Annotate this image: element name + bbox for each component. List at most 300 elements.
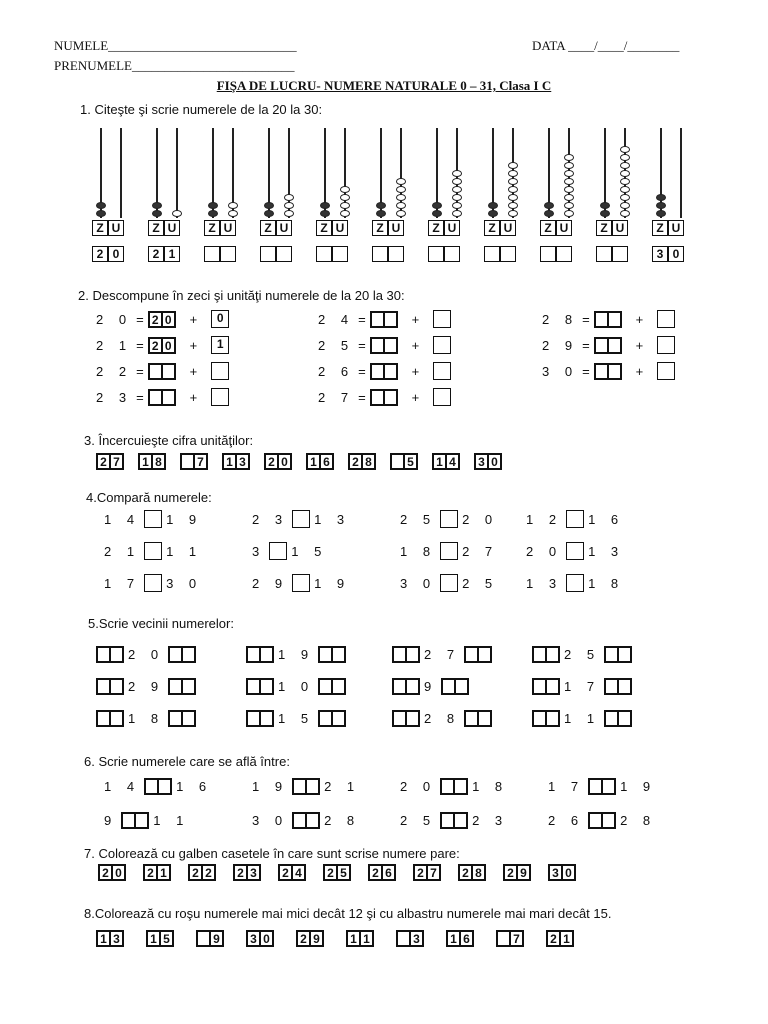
equals-sign: = xyxy=(358,389,366,405)
digit-box[interactable] xyxy=(406,711,419,726)
between-box xyxy=(588,778,616,795)
number-label: 2 5 xyxy=(462,575,499,591)
digit-box[interactable]: 3 xyxy=(110,931,123,946)
neighbour-box xyxy=(532,710,560,727)
units-bead xyxy=(620,210,630,217)
plus-sign: + xyxy=(189,363,198,379)
answer-digit[interactable] xyxy=(484,246,500,262)
decompose-item xyxy=(96,336,229,354)
digit-box[interactable]: 1 xyxy=(347,931,360,946)
neighbour-box xyxy=(441,678,469,695)
digit-box[interactable] xyxy=(122,813,135,828)
digit-box[interactable] xyxy=(162,364,175,379)
digit-box[interactable]: 5 xyxy=(160,931,173,946)
digit-box[interactable] xyxy=(260,711,273,726)
digit-box[interactable] xyxy=(533,711,546,726)
neighbour-item xyxy=(532,678,632,695)
digit-box[interactable]: 1 xyxy=(139,454,152,469)
digit-box[interactable] xyxy=(169,679,182,694)
digit-box[interactable] xyxy=(182,679,195,694)
answer-digit[interactable] xyxy=(540,246,556,262)
compare-box[interactable] xyxy=(292,574,310,592)
decompose-item xyxy=(96,310,229,328)
compare-box[interactable] xyxy=(566,510,584,528)
digit-box[interactable]: 6 xyxy=(320,454,333,469)
compare-item xyxy=(104,510,202,528)
digit-box[interactable] xyxy=(602,779,615,794)
tens-bead xyxy=(152,202,162,209)
digit-box[interactable] xyxy=(478,647,491,662)
answer-digit[interactable]: 2 xyxy=(92,246,108,262)
digit-box[interactable] xyxy=(332,711,345,726)
compare-box[interactable] xyxy=(440,510,458,528)
zu-letter: Z xyxy=(540,220,556,236)
digit-box[interactable]: 0 xyxy=(278,454,291,469)
zu-letter: U xyxy=(108,220,124,236)
digit-box[interactable] xyxy=(589,779,602,794)
tens-bead xyxy=(488,210,498,217)
two-digit-box xyxy=(188,864,216,881)
digit-box[interactable] xyxy=(260,647,273,662)
digit-box[interactable] xyxy=(546,711,559,726)
digit-box[interactable] xyxy=(465,647,478,662)
tens-bead xyxy=(376,210,386,217)
digit-box[interactable] xyxy=(97,679,110,694)
two-digit-box xyxy=(396,930,424,947)
number-label: 1 0 xyxy=(278,679,315,694)
digit-box[interactable]: 2 xyxy=(324,865,337,880)
digit-box[interactable] xyxy=(145,779,158,794)
digit-box[interactable] xyxy=(406,679,419,694)
answer-digit[interactable] xyxy=(556,246,572,262)
digit-box[interactable] xyxy=(97,647,110,662)
answer-digit[interactable] xyxy=(500,246,516,262)
digit-box[interactable] xyxy=(182,711,195,726)
units-bead xyxy=(620,154,630,161)
digit-box[interactable]: 3 xyxy=(247,931,260,946)
answer-digit[interactable]: 3 xyxy=(652,246,668,262)
digit-box[interactable]: 6 xyxy=(382,865,395,880)
number-label: 3 0 xyxy=(542,363,579,379)
digit-box[interactable] xyxy=(97,711,110,726)
digit-box[interactable] xyxy=(162,390,175,405)
compare-box[interactable] xyxy=(566,574,584,592)
zu-label xyxy=(372,220,404,236)
answer-digit[interactable] xyxy=(332,246,348,262)
digit-box[interactable] xyxy=(657,362,675,380)
zu-letter: Z xyxy=(652,220,668,236)
digit-box[interactable] xyxy=(371,312,384,327)
digit-box[interactable]: 3 xyxy=(247,865,260,880)
number-label: 1 4 xyxy=(104,779,141,794)
units-bead xyxy=(564,162,574,169)
digit-box[interactable] xyxy=(135,813,148,828)
digit-box[interactable] xyxy=(293,813,306,828)
equals-sign: = xyxy=(136,311,144,327)
digit-box[interactable] xyxy=(602,813,615,828)
number-label: 2 3 xyxy=(96,389,133,405)
digit-box[interactable] xyxy=(465,711,478,726)
neighbour-item xyxy=(96,710,196,727)
units-bead xyxy=(508,178,518,185)
digit-box[interactable]: 0 xyxy=(162,338,175,353)
digit-box[interactable]: 5 xyxy=(404,454,417,469)
digit-box[interactable] xyxy=(211,362,229,380)
units-bead xyxy=(396,178,406,185)
answer-digit[interactable]: 0 xyxy=(108,246,124,262)
number-label: 2 3 xyxy=(252,511,289,527)
digit-box[interactable]: 2 xyxy=(459,865,472,880)
neighbour-box xyxy=(318,678,346,695)
digit-box[interactable] xyxy=(319,679,332,694)
compare-box[interactable] xyxy=(440,542,458,560)
digit-box[interactable] xyxy=(332,679,345,694)
digit-box[interactable] xyxy=(608,364,621,379)
compare-box[interactable] xyxy=(144,574,162,592)
two-digit-box xyxy=(98,864,126,881)
zu-label xyxy=(148,220,180,236)
digit-box[interactable] xyxy=(397,931,410,946)
digit-box[interactable] xyxy=(384,390,397,405)
two-digit-box xyxy=(370,337,398,354)
digit-box[interactable] xyxy=(197,931,210,946)
digit-box[interactable] xyxy=(433,336,451,354)
digit-box[interactable]: 7 xyxy=(427,865,440,880)
digit-box[interactable] xyxy=(455,679,468,694)
digit-box[interactable] xyxy=(181,454,194,469)
number-label: 1 5 xyxy=(278,711,315,726)
plus-sign: + xyxy=(635,337,644,353)
digit-box[interactable] xyxy=(247,679,260,694)
answer-box xyxy=(540,246,572,262)
digit-box[interactable] xyxy=(319,711,332,726)
units-bead xyxy=(564,154,574,161)
digit-box[interactable] xyxy=(371,364,384,379)
digit-box[interactable]: 2 xyxy=(547,931,560,946)
two-digit-box xyxy=(458,864,486,881)
neighbour-item xyxy=(392,678,469,695)
digit-box[interactable] xyxy=(260,679,273,694)
digit-box[interactable] xyxy=(433,388,451,406)
number-label: 1 2 xyxy=(526,511,563,527)
digit-box[interactable] xyxy=(497,931,510,946)
s3-title: 3. Încercuieşte cifra unităţilor: xyxy=(84,433,254,448)
digit-box[interactable]: 0 xyxy=(211,310,229,328)
digit-box[interactable] xyxy=(618,711,631,726)
digit-box[interactable]: 3 xyxy=(475,454,488,469)
answer-digit[interactable] xyxy=(316,246,332,262)
plus-sign: + xyxy=(189,337,198,353)
digit-box[interactable] xyxy=(441,813,454,828)
digit-box[interactable]: 2 xyxy=(297,931,310,946)
digit-box[interactable] xyxy=(433,310,451,328)
number-label: 2 7 xyxy=(318,389,355,405)
digit-box[interactable]: 4 xyxy=(446,454,459,469)
digit-box[interactable]: 9 xyxy=(210,931,223,946)
digit-box[interactable] xyxy=(391,454,404,469)
answer-box xyxy=(372,246,404,262)
digit-box[interactable]: 2 xyxy=(349,454,362,469)
digit-box[interactable]: 8 xyxy=(362,454,375,469)
two-digit-box xyxy=(413,864,441,881)
digit-box[interactable] xyxy=(589,813,602,828)
digit-box[interactable] xyxy=(110,679,123,694)
tens-bead xyxy=(208,210,218,217)
color-row xyxy=(96,930,574,947)
two-digit-box xyxy=(594,363,622,380)
digit-box[interactable]: 2 xyxy=(149,312,162,327)
digit-box[interactable] xyxy=(442,679,455,694)
between-item xyxy=(104,778,212,795)
tens-bead xyxy=(96,210,106,217)
digit-box[interactable] xyxy=(158,779,171,794)
digit-box[interactable]: 0 xyxy=(162,312,175,327)
digit-box[interactable] xyxy=(595,338,608,353)
digit-box[interactable] xyxy=(605,647,618,662)
answer-digit[interactable] xyxy=(276,246,292,262)
answer-digit[interactable] xyxy=(444,246,460,262)
digit-box[interactable] xyxy=(371,390,384,405)
digit-box[interactable]: 5 xyxy=(337,865,350,880)
digit-box[interactable] xyxy=(618,679,631,694)
digit-box[interactable]: 1 xyxy=(223,454,236,469)
compare-box[interactable] xyxy=(292,510,310,528)
digit-box[interactable]: 2 xyxy=(189,865,202,880)
digit-box[interactable]: 7 xyxy=(510,931,523,946)
name-field[interactable]: NUMELE_____________________________ xyxy=(54,38,297,53)
equals-sign: = xyxy=(136,363,144,379)
digit-box[interactable]: 9 xyxy=(517,865,530,880)
digit-box[interactable] xyxy=(393,711,406,726)
plus-sign: + xyxy=(411,311,420,327)
digit-box[interactable]: 2 xyxy=(202,865,215,880)
digit-box[interactable] xyxy=(110,647,123,662)
zu-letter: U xyxy=(332,220,348,236)
answer-digit[interactable] xyxy=(220,246,236,262)
digit-box[interactable]: 0 xyxy=(260,931,273,946)
digit-box[interactable]: 2 xyxy=(265,454,278,469)
digit-box[interactable] xyxy=(384,312,397,327)
digit-box[interactable] xyxy=(433,362,451,380)
answer-digit[interactable] xyxy=(260,246,276,262)
answer-digit[interactable] xyxy=(596,246,612,262)
digit-box[interactable]: 3 xyxy=(410,931,423,946)
digit-box[interactable] xyxy=(371,338,384,353)
number-label: 1 9 xyxy=(166,511,203,527)
digit-box[interactable] xyxy=(247,711,260,726)
digit-box[interactable] xyxy=(247,647,260,662)
digit-box[interactable]: 8 xyxy=(472,865,485,880)
digit-box[interactable] xyxy=(657,336,675,354)
digit-box[interactable] xyxy=(306,813,319,828)
compare-box[interactable] xyxy=(566,542,584,560)
answer-digit[interactable] xyxy=(204,246,220,262)
number-label: 2 7 xyxy=(424,647,461,662)
tens-bead xyxy=(264,210,274,217)
compare-item xyxy=(400,510,498,528)
two-digit-box xyxy=(446,930,474,947)
answer-digit[interactable]: 2 xyxy=(148,246,164,262)
units-bead xyxy=(620,186,630,193)
number-label: 2 1 xyxy=(104,543,141,559)
compare-box[interactable] xyxy=(269,542,287,560)
answer-digit[interactable] xyxy=(428,246,444,262)
neighbour-box xyxy=(246,710,274,727)
digit-box[interactable] xyxy=(149,390,162,405)
digit-box[interactable] xyxy=(657,310,675,328)
digit-box[interactable] xyxy=(546,679,559,694)
digit-box[interactable] xyxy=(608,338,621,353)
digit-box[interactable]: 2 xyxy=(369,865,382,880)
digit-box[interactable]: 7 xyxy=(110,454,123,469)
two-digit-box xyxy=(148,337,176,354)
two-digit-box xyxy=(370,389,398,406)
units-bead xyxy=(508,210,518,217)
compare-item xyxy=(526,510,624,528)
digit-box[interactable] xyxy=(293,779,306,794)
digit-box[interactable] xyxy=(169,711,182,726)
number-label: 1 1 xyxy=(153,813,190,828)
tens-bead xyxy=(656,210,666,217)
digit-box[interactable]: 0 xyxy=(562,865,575,880)
digit-box[interactable]: 3 xyxy=(236,454,249,469)
zu-label xyxy=(316,220,348,236)
answer-box xyxy=(652,246,684,262)
two-digit-box xyxy=(278,864,306,881)
zu-letter: Z xyxy=(260,220,276,236)
digit-box[interactable] xyxy=(454,813,467,828)
surname-field[interactable]: PRENUMELE_________________________ xyxy=(54,58,295,73)
units-bead xyxy=(620,146,630,153)
digit-box[interactable] xyxy=(182,647,195,662)
digit-box[interactable]: 1 xyxy=(447,931,460,946)
digit-box[interactable] xyxy=(319,647,332,662)
compare-item xyxy=(400,574,498,592)
units-bead xyxy=(340,210,350,217)
compare-item xyxy=(526,574,624,592)
digit-box[interactable] xyxy=(393,647,406,662)
zu-letter: U xyxy=(220,220,236,236)
digit-box[interactable] xyxy=(546,647,559,662)
digit-box[interactable]: 1 xyxy=(97,931,110,946)
compare-box[interactable] xyxy=(144,542,162,560)
digit-box[interactable]: 1 xyxy=(307,454,320,469)
digit-box[interactable] xyxy=(618,647,631,662)
units-bead xyxy=(508,202,518,209)
digit-box[interactable]: 4 xyxy=(292,865,305,880)
digit-box[interactable]: 2 xyxy=(279,865,292,880)
digit-box[interactable]: 1 xyxy=(560,931,573,946)
digit-box[interactable]: 0 xyxy=(488,454,501,469)
digit-box[interactable]: 2 xyxy=(234,865,247,880)
number-label: 1 3 xyxy=(526,575,563,591)
digit-box[interactable] xyxy=(441,779,454,794)
neighbour-box xyxy=(96,678,124,695)
digit-box[interactable] xyxy=(110,711,123,726)
number-label: 2 1 xyxy=(324,779,361,794)
digit-box[interactable]: 3 xyxy=(549,865,562,880)
digit-box[interactable] xyxy=(211,388,229,406)
plus-sign: + xyxy=(411,389,420,405)
digit-box[interactable] xyxy=(393,679,406,694)
units-bead xyxy=(340,194,350,201)
compare-box[interactable] xyxy=(440,574,458,592)
answer-box xyxy=(148,246,180,262)
date-field[interactable]: DATA ____/____/________ xyxy=(532,38,680,53)
units-bead xyxy=(508,170,518,177)
digit-box[interactable] xyxy=(478,711,491,726)
digit-box[interactable]: 6 xyxy=(460,931,473,946)
digit-box[interactable]: 1 xyxy=(433,454,446,469)
digit-box[interactable] xyxy=(332,647,345,662)
answer-digit[interactable] xyxy=(372,246,388,262)
plus-sign: + xyxy=(411,337,420,353)
digit-box[interactable] xyxy=(608,312,621,327)
two-digit-box xyxy=(138,453,166,470)
units-row xyxy=(96,453,502,470)
digit-box[interactable]: 1 xyxy=(147,931,160,946)
units-rod xyxy=(680,128,682,218)
digit-box[interactable] xyxy=(605,711,618,726)
digit-box[interactable]: 2 xyxy=(97,454,110,469)
number-label: 2 0 xyxy=(462,511,499,527)
digit-box[interactable]: 2 xyxy=(504,865,517,880)
digit-box[interactable] xyxy=(169,647,182,662)
units-bead xyxy=(284,194,294,201)
zu-letter: Z xyxy=(316,220,332,236)
digit-box[interactable] xyxy=(533,679,546,694)
digit-box[interactable]: 1 xyxy=(360,931,373,946)
digit-box[interactable] xyxy=(384,364,397,379)
number-label: 2 9 xyxy=(542,337,579,353)
digit-box[interactable]: 8 xyxy=(152,454,165,469)
digit-box[interactable] xyxy=(406,647,419,662)
digit-box[interactable]: 9 xyxy=(310,931,323,946)
digit-box[interactable] xyxy=(595,312,608,327)
compare-item xyxy=(252,510,350,528)
digit-box[interactable]: 1 xyxy=(211,336,229,354)
digit-box[interactable] xyxy=(306,779,319,794)
digit-box[interactable]: 1 xyxy=(157,865,170,880)
digit-box[interactable]: 7 xyxy=(194,454,207,469)
digit-box[interactable]: 2 xyxy=(149,338,162,353)
number-label: 2 8 xyxy=(620,813,657,828)
digit-box[interactable] xyxy=(533,647,546,662)
answer-digit[interactable]: 0 xyxy=(668,246,684,262)
answer-digit[interactable]: 1 xyxy=(164,246,180,262)
digit-box[interactable] xyxy=(605,679,618,694)
s5-title: 5.Scrie vecinii numerelor: xyxy=(88,616,234,631)
digit-box[interactable] xyxy=(454,779,467,794)
digit-box[interactable]: 2 xyxy=(144,865,157,880)
answer-digit[interactable] xyxy=(612,246,628,262)
tens-bead xyxy=(320,202,330,209)
between-box xyxy=(292,812,320,829)
number-label: 3 0 xyxy=(400,575,437,591)
number-label: 1 6 xyxy=(176,779,213,794)
digit-box[interactable]: 2 xyxy=(99,865,112,880)
digit-box[interactable]: 0 xyxy=(112,865,125,880)
digit-box[interactable] xyxy=(149,364,162,379)
digit-box[interactable] xyxy=(384,338,397,353)
digit-box[interactable]: 2 xyxy=(414,865,427,880)
units-bead xyxy=(564,170,574,177)
compare-box[interactable] xyxy=(144,510,162,528)
number-label: 1 3 xyxy=(314,511,351,527)
digit-box[interactable] xyxy=(595,364,608,379)
answer-digit[interactable] xyxy=(388,246,404,262)
between-item xyxy=(548,812,656,829)
